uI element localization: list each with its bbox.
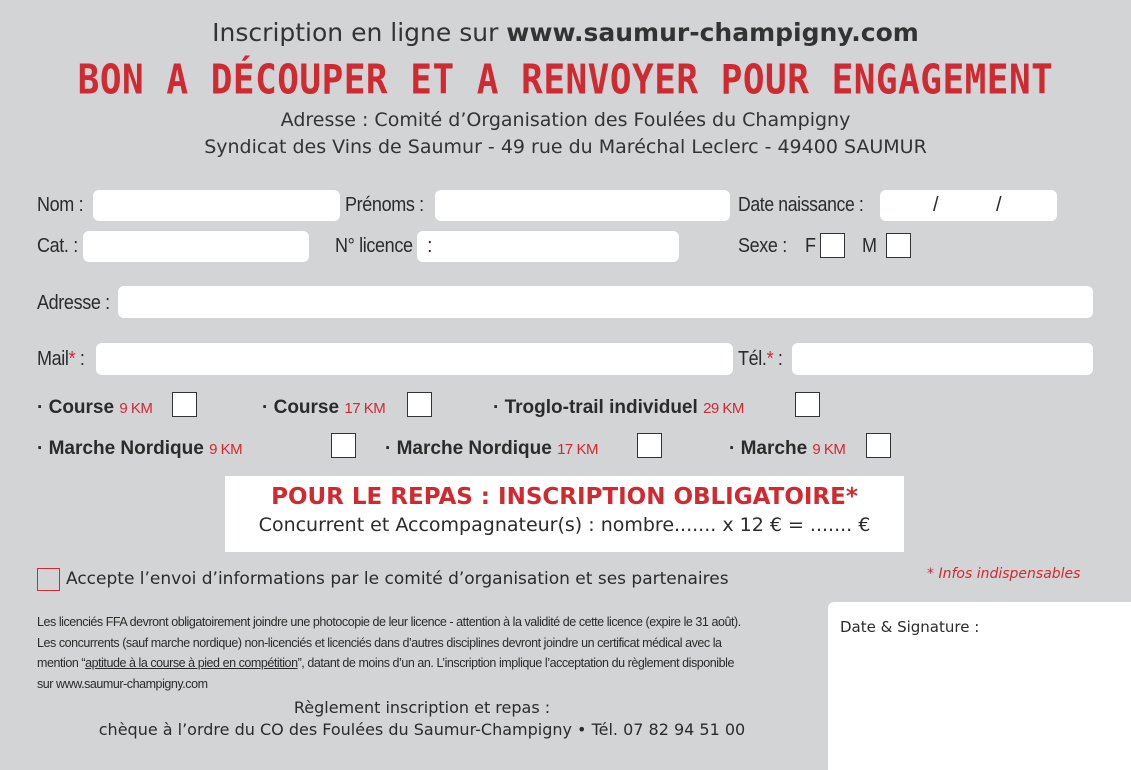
prenoms-field[interactable] bbox=[435, 190, 730, 221]
mail-label: Mail* : bbox=[37, 348, 85, 370]
postal-address-line-2: Syndicat des Vins de Saumur - 49 rue du Maréchal Leclerc - 49400 SAUMUR bbox=[204, 136, 927, 158]
sexe-m-checkbox[interactable] bbox=[886, 233, 911, 258]
prenoms-label: Prénoms : bbox=[345, 194, 424, 216]
sexe-f-checkbox[interactable] bbox=[820, 233, 845, 258]
signature-label: Date & Signature : bbox=[840, 618, 980, 636]
legal-line: sur www.saumur-champigny.com bbox=[37, 676, 208, 691]
nom-label: Nom : bbox=[37, 194, 84, 216]
adresse-label: Adresse : bbox=[37, 292, 110, 314]
mail-field[interactable] bbox=[96, 343, 733, 375]
course-option-label: · Course 9 KM bbox=[37, 397, 153, 418]
date-naissance-label: Date naissance : bbox=[738, 194, 864, 216]
course-option-label: · Marche Nordique 17 KM bbox=[385, 438, 598, 459]
course-option-label: · Troglo-trail individuel 29 KM bbox=[493, 397, 744, 418]
sexe-f-label: F bbox=[805, 235, 816, 257]
date-naissance-field[interactable] bbox=[880, 190, 1057, 221]
course-option-label: · Course 17 KM bbox=[262, 397, 386, 418]
course-17km-checkbox[interactable] bbox=[407, 392, 432, 417]
course-9km-checkbox[interactable] bbox=[172, 392, 197, 417]
troglo-trail-29km-checkbox[interactable] bbox=[795, 392, 820, 417]
required-info-note: * Infos indispensables bbox=[927, 566, 1081, 582]
legal-line: Les concurrents (sauf marche nordique) non-licenciés et licenciés dans d’autres disciplines devront joindre un certificat médical avec la bbox=[37, 635, 722, 650]
adresse-field[interactable] bbox=[118, 286, 1093, 318]
payment-instructions: chèque à l’ordre du CO des Foulées du Saumur-Champigny • Tél. 07 82 94 51 00 bbox=[98, 720, 746, 739]
licence-colon: : bbox=[427, 235, 433, 257]
meal-title: POUR LE REPAS : INSCRIPTION OBLIGATOIRE* bbox=[271, 484, 858, 510]
date-separator: / bbox=[996, 194, 1002, 216]
cat-label: Cat. : bbox=[37, 235, 78, 257]
marche-9km-checkbox[interactable] bbox=[866, 433, 891, 458]
website-link[interactable]: www.saumur-champigny.com bbox=[506, 18, 919, 47]
course-option-label: · Marche Nordique 9 KM bbox=[37, 438, 243, 459]
course-option-label: · Marche 9 KM bbox=[729, 438, 846, 459]
payment-instructions-title: Règlement inscription et repas : bbox=[293, 698, 551, 717]
date-separator: / bbox=[933, 194, 939, 216]
licence-field[interactable] bbox=[417, 231, 679, 262]
legal-line: mention “aptitude à la course à pied en compétition”, datant de moins d’un an. L’inscription implique l’acceptation du règlement disponible bbox=[37, 656, 734, 670]
postal-address-line-1: Adresse : Comité d’Organisation des Foulées du Champigny bbox=[280, 109, 851, 131]
consent-checkbox[interactable] bbox=[37, 568, 60, 591]
meal-line: Concurrent et Accompagnateur(s) : nombre....... x 12 € = ....... € bbox=[258, 514, 871, 536]
sexe-label: Sexe : bbox=[738, 235, 787, 257]
online-registration-line bbox=[0, 18, 1131, 47]
nom-field[interactable] bbox=[93, 190, 340, 221]
intro-prefix: Inscription en ligne sur bbox=[212, 18, 507, 47]
page-title: BON A DÉCOUPER ET A RENVOYER POUR ENGAGEMENT bbox=[77, 56, 1054, 105]
licence-label: N° licence bbox=[335, 235, 413, 257]
legal-notice bbox=[37, 612, 817, 694]
legal-line: Les licenciés FFA devront obligatoirement joindre une photocopie de leur licence - attention à la validité de cette licence (expire le 31 août). bbox=[37, 615, 741, 629]
meal-registration-box bbox=[225, 476, 904, 552]
required-asterisk: * bbox=[68, 348, 76, 370]
cat-field[interactable] bbox=[83, 231, 309, 262]
tel-field[interactable] bbox=[792, 343, 1093, 375]
consent-label: Accepte l’envoi d’informations par le comité d’organisation et ses partenaires bbox=[66, 569, 729, 589]
required-asterisk: * bbox=[766, 348, 774, 370]
marche-nordique-17km-checkbox[interactable] bbox=[637, 433, 662, 458]
marche-nordique-9km-checkbox[interactable] bbox=[331, 433, 356, 458]
tel-label: Tél.* : bbox=[738, 348, 783, 370]
sexe-m-label: M bbox=[862, 235, 877, 257]
signature-area[interactable] bbox=[828, 602, 1131, 770]
